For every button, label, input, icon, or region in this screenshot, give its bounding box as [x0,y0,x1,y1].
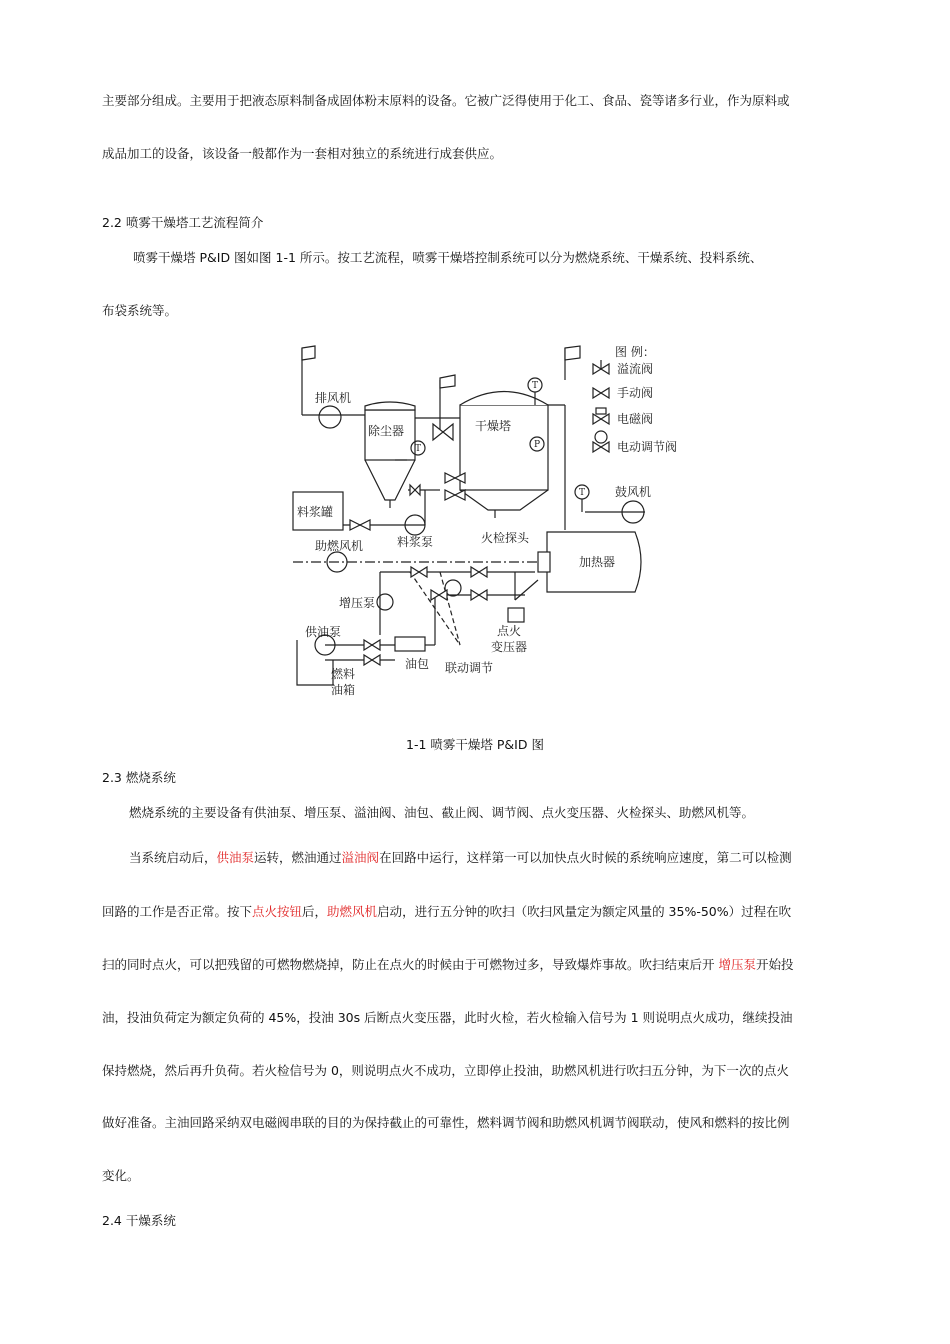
legend-relief-valve-icon [593,360,609,374]
section-heading-2-4: 2.4 干燥系统 [102,1213,176,1228]
paragraph-4-line-5: 保持燃烧，然后再升负荷。若火检信号为 0，则说明点火不成功，立即停止投油，助燃风机进行吹扫五分钟，为下一次的点火 [102,1063,789,1078]
highlight-combustion-fan: 助燃风机 [327,904,378,919]
label-booster-pump: 增压泵 [339,596,376,610]
label-heater: 加热器 [579,555,616,569]
label-exhaust-fan: 排风机 [315,391,352,405]
legend-motor-valve-icon [593,431,609,452]
label-supply-pump: 供油泵 [305,625,342,639]
valve-icon [471,590,487,600]
section-heading-2-3: 2.3 燃烧系统 [102,770,176,785]
label-oil-bag: 油包 [405,657,430,671]
valve-icon [433,424,453,440]
label-linkage: 联动调节 [445,661,494,675]
legend-title: 图 例： [615,345,655,359]
legend-item: 手动阀 [617,386,654,400]
paragraph-4-line-7: 变化。 [102,1168,140,1183]
t-gauge-label: T [579,488,586,498]
t-gauge-label: T [415,444,422,454]
figure-caption: 1-1 喷雾干燥塔 P&ID 图 [406,737,544,752]
label-dust-collector: 除尘器 [368,424,405,438]
paragraph-4-line-1: 当系统启动后，供油泵运转，燃油通过溢油阀在回路中运行，这样第一可以加快点火时候的系统响应速度，第二可以检测 [129,850,792,865]
label-ignition: 点火 [497,624,522,638]
label-flame-probe: 火检探头 [481,531,530,545]
valve-icon [364,640,380,650]
valve-icon [410,485,420,495]
highlight-booster-pump: 增压泵 [718,957,756,972]
p-gauge-label: P [534,440,541,450]
flag-icon [302,346,315,395]
valve-icon [471,567,487,577]
label-fuel-tank: 油箱 [331,683,356,697]
label-blower: 鼓风机 [615,485,652,499]
label-fuel-tank: 燃料 [331,667,356,681]
legend-solenoid-valve-icon [593,408,609,424]
paragraph-1-line-1: 主要部分组成。主要用于把液态原料制备成固体粉末原料的设备。它被广泛得使用于化工、食品、瓷等诸多行业，作为原料或 [102,93,790,108]
label-combustion-fan: 助燃风机 [315,539,364,553]
paragraph-2-line-2: 布袋系统等。 [102,303,178,318]
t-gauge-label: T [532,381,539,391]
paragraph-3: 燃烧系统的主要设备有供油泵、增压泵、溢油阀、油包、截止阀、调节阀、点火变压器、火检探头、助燃风机等。 [129,805,755,820]
paragraph-4-line-4: 油，投油负荷定为额定负荷的 45%，投油 30s 后断点火变压器，此时火检，若火检输入信号为 1 则说明点火成功，继续投油 [102,1010,793,1025]
label-slurry-tank: 料浆罐 [297,505,334,519]
valve-icon [445,490,465,500]
label-ignition: 变压器 [491,640,528,654]
valve-icon [431,590,447,600]
paragraph-4-line-2: 回路的工作是否正常。按下点火按钮后，助燃风机启动，进行五分钟的吹扫（吹扫风量定为额定风量的 35%-50%）过程在吹 [102,904,792,919]
legend-item: 电动调节阀 [617,440,678,454]
legend-item: 电磁阀 [617,412,654,426]
legend-item: 溢流阀 [617,362,654,376]
valve-icon [364,655,380,665]
paragraph-2-line-1: 喷雾干燥塔 P&ID 图如图 1-1 所示。按工艺流程，喷雾干燥塔控制系统可以分为燃烧系统、干燥系统、投料系统、 [133,250,763,265]
label-slurry-pump: 料浆泵 [397,535,434,549]
highlight-relief-valve: 溢油阀 [341,850,380,865]
section-heading-2-2: 2.2 喷雾干燥塔工艺流程简介 [102,215,264,230]
paragraph-4-line-6: 做好准备。主油回路采纳双电磁阀串联的目的为保持截止的可靠性，燃料调节阀和助燃风机调节阀联动，使风和燃料的按比例 [102,1115,790,1130]
label-dryer: 干燥塔 [475,419,512,433]
pid-diagram [285,340,705,702]
valve-icon [445,473,465,483]
highlight-ignition-button: 点火按钮 [252,904,303,919]
valve-icon [350,520,370,530]
paragraph-1-line-2: 成品加工的设备，该设备一般都作为一套相对独立的系统进行成套供应。 [102,146,503,161]
legend-manual-valve-icon [593,388,609,398]
highlight-supply-pump: 供油泵 [216,850,255,865]
flag-icon [565,346,580,380]
valve-icon [411,567,427,577]
paragraph-4-line-3: 扫的同时点火，可以把残留的可燃物燃烧掉，防止在点火的时候由于可燃物过多，导致爆炸事故。吹扫结束后开 增压泵开始投 [102,957,794,972]
flag-icon [440,375,455,388]
